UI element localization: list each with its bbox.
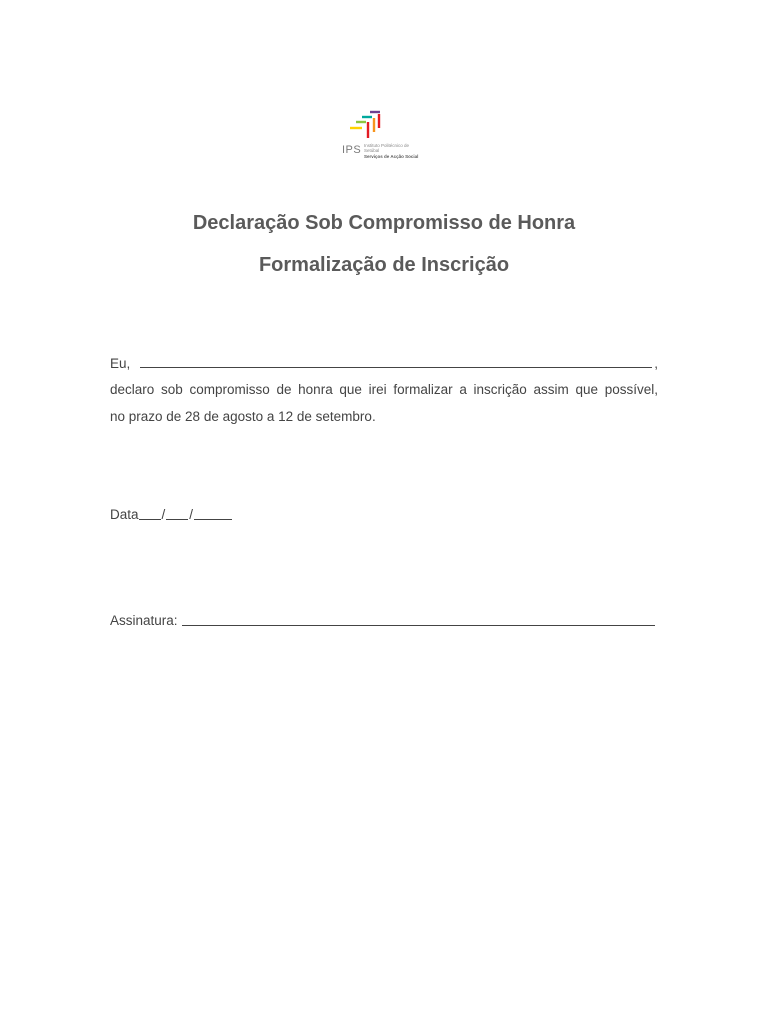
declaration-line-1: declaro sob compromisso de honra que irei formalizar a inscrição assim que possível, — [110, 382, 658, 397]
signature-blank-field[interactable] — [182, 613, 655, 626]
logo-department-name: Serviços de Acção Social — [364, 154, 419, 159]
date-label: Data — [110, 507, 139, 522]
eu-label: Eu, — [110, 356, 131, 371]
document-subtitle: Formalização de Inscrição — [258, 254, 510, 276]
ips-logo-mark-icon — [346, 108, 386, 142]
name-line — [110, 355, 658, 371]
date-separator: / — [161, 507, 166, 522]
signature-label: Assinatura: — [110, 613, 178, 628]
date-day-blank[interactable] — [139, 507, 161, 520]
name-blank-field[interactable] — [140, 355, 652, 368]
document-title: Declaração Sob Compromisso de Honra — [192, 212, 576, 234]
name-line-comma: , — [654, 356, 658, 371]
date-line — [110, 507, 232, 522]
institution-logo — [338, 106, 434, 170]
signature-line — [110, 613, 655, 628]
date-year-blank[interactable] — [194, 507, 232, 520]
date-month-blank[interactable] — [166, 507, 188, 520]
declaration-line-2: no prazo de 28 de agosto a 12 de setembro. — [110, 409, 376, 424]
logo-ips-text: IPS — [342, 144, 362, 156]
date-separator: / — [189, 507, 194, 522]
logo-institution-name: Instituto Politécnico de Setúbal — [364, 143, 410, 153]
